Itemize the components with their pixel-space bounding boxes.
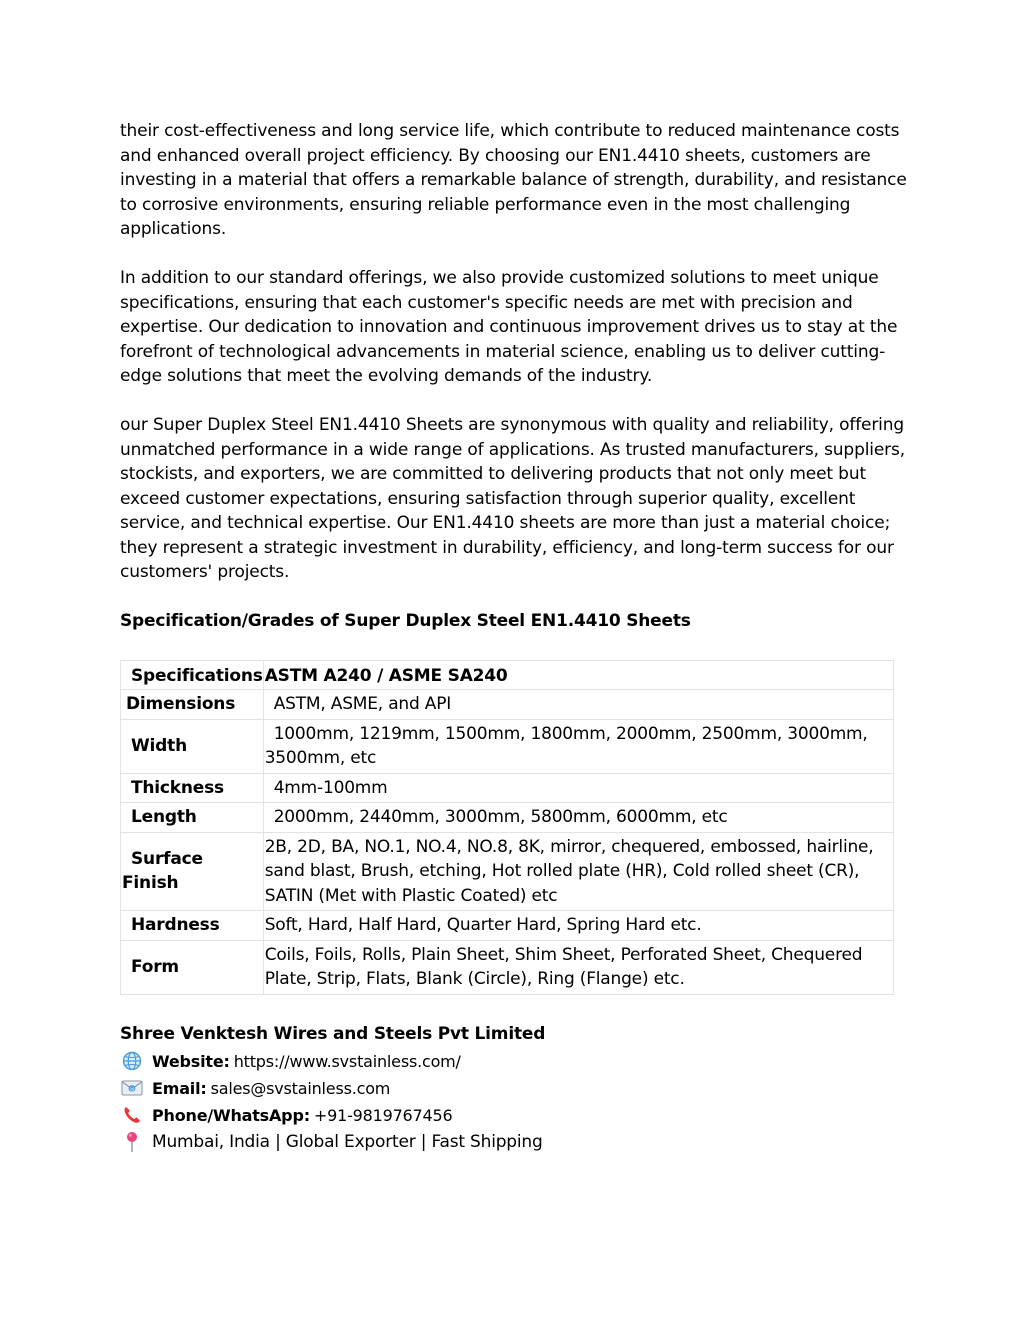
spec-value: 4mm-100mm	[263, 773, 893, 803]
spec-key: Thickness	[121, 773, 264, 803]
spec-value: 2000mm, 2440mm, 3000mm, 5800mm, 6000mm, etc	[263, 803, 893, 833]
table-row	[121, 940, 894, 994]
spec-value: 2B, 2D, BA, NO.1, NO.4, NO.8, 8K, mirror, chequered, embossed, hairline, sand blast, Brush, etching, Hot rolled plate (HR), Cold rolled sheet (CR), SATIN (Met with Plastic Coated) etc	[263, 832, 893, 911]
email-line	[120, 1075, 910, 1102]
website-line	[120, 1048, 910, 1075]
spec-key-text: Surface Finish	[122, 848, 203, 894]
spec-header-value: ASTM A240 / ASME SA240	[263, 660, 893, 690]
company-name: Shree Venktesh Wires and Steels Pvt Limited	[120, 1023, 546, 1044]
globe-icon	[120, 1050, 144, 1072]
phone-label: Phone/WhatsApp:	[152, 1105, 310, 1125]
location-line	[120, 1129, 910, 1156]
phone-number[interactable]: +91-9819767456	[313, 1105, 453, 1125]
table-row	[121, 660, 894, 690]
document-page	[120, 119, 910, 1156]
paragraph-2: In addition to our standard offerings, we also provide customized solutions to meet unique specifications, ensuring that each customer's specific needs are met with precision and expertise. Our dedication to innovation and continuous improvement drives us to stay at the forefront of technological advancements in material science, enabling us to deliver cutting-edge solutions that meet the evolving demands of the industry.	[120, 268, 898, 386]
email-link[interactable]: sales@svstainless.com	[210, 1078, 391, 1098]
paragraph-3: our Super Duplex Steel EN1.4410 Sheets are synonymous with quality and reliability, offering unmatched performance in a wide range of applications. As trusted manufacturers, suppliers, stockists, and exporters, we are committed to delivering products that not only meet but exceed customer expectations, ensuring satisfaction through superior quality, excellent service, and technical expertise. Our EN1.4410 sheets are more than just a material choice; they represent a strategic investment in durability, efficiency, and long-term success for our customers' projects.	[120, 415, 905, 582]
spec-table	[120, 660, 894, 995]
spec-value: Coils, Foils, Rolls, Plain Sheet, Shim Sheet, Perforated Sheet, Chequered Plate, Strip, Flats, Blank (Circle), Ring (Flange) etc.	[263, 940, 893, 994]
phone-icon	[120, 1104, 144, 1126]
pin-icon	[120, 1131, 144, 1153]
paragraph-1: their cost-effectiveness and long service life, which contribute to reduced maintenance costs and enhanced overall project efficiency. By choosing our EN1.4410 sheets, customers are investing in a material that offers a remarkable balance of strength, durability, and resistance to corrosive environments, ensuring reliable performance even in the most challenging applications.	[120, 121, 907, 239]
spec-heading: Specification/Grades of Super Duplex Steel EN1.4410 Sheets	[120, 611, 691, 631]
envelope-icon	[120, 1077, 144, 1099]
spec-key: Dimensions	[121, 690, 264, 720]
contact-block	[120, 1021, 910, 1156]
spec-value-text: 1000mm, 1219mm, 1500mm, 1800mm, 2000mm, 2500mm, 3000mm, 3500mm, etc	[264, 723, 868, 768]
location-text: Mumbai, India | Global Exporter | Fast Shipping	[152, 1132, 543, 1152]
website-label: Website:	[152, 1051, 230, 1071]
spec-key: Hardness	[121, 911, 264, 941]
spec-key: Form	[121, 940, 264, 994]
table-row	[121, 832, 894, 911]
table-row	[121, 719, 894, 773]
spec-value: ASTM, ASME, and API	[263, 690, 893, 720]
spec-header-key: Specifications	[121, 660, 264, 690]
svg-text:@: @	[129, 1086, 135, 1093]
spec-value	[263, 719, 893, 773]
spec-key: Length	[121, 803, 264, 833]
website-link[interactable]: https://www.svstainless.com/	[233, 1051, 461, 1071]
phone-line	[120, 1102, 910, 1129]
table-row	[121, 911, 894, 941]
email-label: Email:	[152, 1078, 207, 1098]
spec-key: Width	[121, 719, 264, 773]
spec-value: Soft, Hard, Half Hard, Quarter Hard, Spring Hard etc.	[263, 911, 893, 941]
table-row	[121, 803, 894, 833]
table-row	[121, 773, 894, 803]
table-row	[121, 690, 894, 720]
spec-key	[121, 832, 264, 911]
